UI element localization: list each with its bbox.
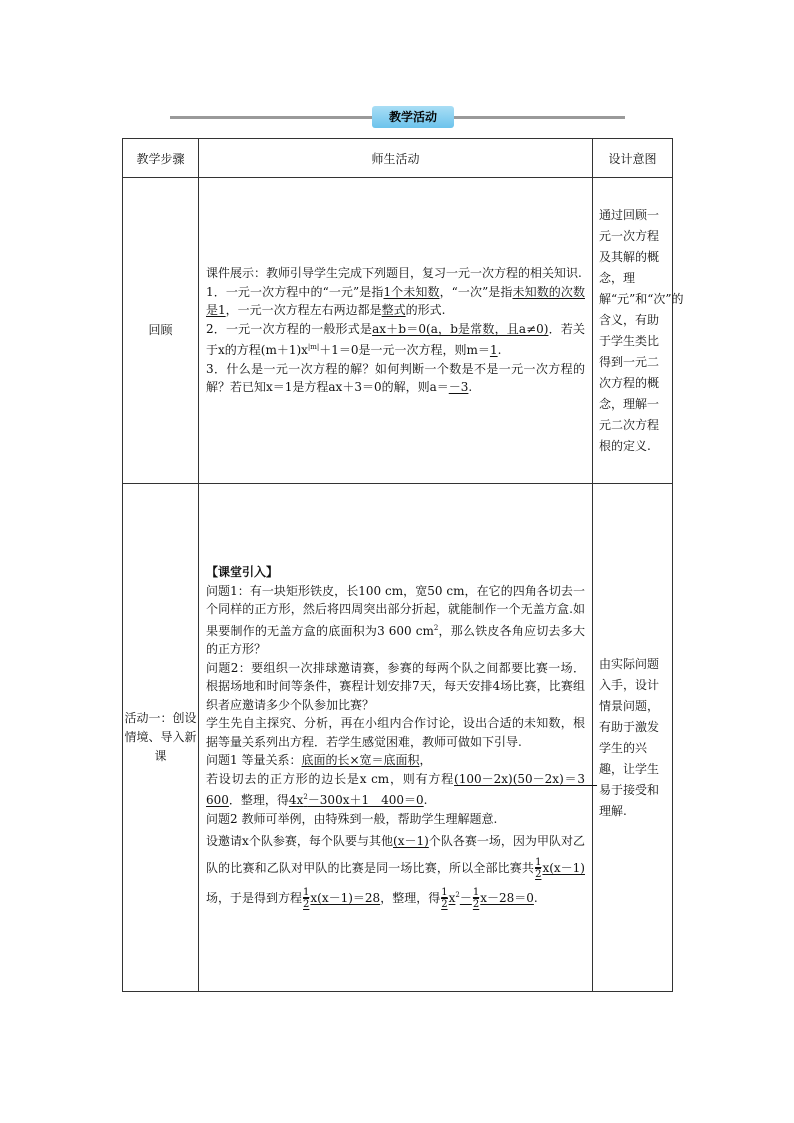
equation-1	[206, 770, 598, 810]
answer: 底面的长×宽＝底面积	[301, 753, 420, 767]
fraction	[535, 857, 541, 880]
text: 2．一元一次方程的一般形式是	[206, 321, 373, 336]
table-header-row	[123, 139, 673, 178]
answer: －3	[448, 380, 469, 395]
text: .	[468, 380, 473, 395]
text: －300x＋1 400＝0	[307, 793, 424, 807]
lesson-table	[122, 138, 684, 992]
text: ＋1＝0是一元一次方程，则m＝	[319, 343, 490, 358]
equation-2	[206, 828, 585, 912]
text: 4x	[288, 793, 304, 807]
denominator: 2	[441, 899, 448, 910]
answer: x	[448, 891, 456, 905]
text: 若设切去的正方形的边长是x cm，则有方程	[206, 771, 455, 786]
text: ，“一次”是指	[439, 284, 513, 299]
answer: 未知数的次数是1	[206, 284, 585, 318]
answer: x－28＝0	[480, 891, 534, 905]
text: 的形式.	[405, 303, 446, 318]
text: .	[497, 343, 502, 358]
purpose-intro: 由实际问题入手，设计情景问题，有助于激发学生的兴趣，让学生易于接受和理解.	[593, 484, 673, 992]
text: ，一元一次方程左右两边都是	[225, 303, 382, 318]
review-intro: 课件展示：教师引导学生完成下列题目，复习一元一次方程的相关知识.	[206, 266, 582, 281]
answer: (100－2x)(50－2x)＝3 600	[206, 771, 598, 807]
text: 要组织一次排球邀请赛，参赛的每两个队之间都要比赛一场．根据场地和时间等条件，赛程计划安排7天，每天安排4场比赛，比赛组织者应邀请多少个队参加比赛？	[206, 660, 585, 712]
answer: 整式	[381, 303, 406, 318]
header-purpose: 设计意图	[593, 139, 673, 178]
text: ．若关于x的方程(m＋1)x	[206, 321, 585, 358]
guidance: 学生先自主探究、分析，再在小组内合作讨论，设出合适的未知数，根据等量关系列出方程．若学生感觉困难，教师可做如下引导.	[206, 716, 585, 749]
activity-intro	[199, 484, 598, 992]
answer	[289, 793, 424, 807]
answer: －	[459, 891, 472, 905]
review-q2	[206, 320, 585, 360]
banner-tab: 教学活动	[372, 106, 454, 128]
fraction	[441, 887, 447, 910]
text: 有一块矩形铁皮，长100 cm，宽50 cm，在它的四角各切去一个同样的正方形，然后将四周突出部分折起，就能制作一个无盖方盒.如果要制作的无盖方盒的底面积为3 600 cm	[206, 583, 585, 638]
exponent: 2	[433, 623, 439, 632]
answer: x(x－1)	[542, 861, 585, 875]
review-q3	[206, 360, 585, 397]
analysis-1	[206, 751, 585, 770]
exponent: 2	[455, 891, 460, 899]
text: ，	[419, 753, 432, 767]
text: ，整理，得	[380, 891, 441, 905]
section-banner	[170, 106, 625, 130]
numerator: 1	[303, 887, 310, 898]
text: 场，于是得到方程	[206, 891, 303, 905]
text: ，那么铁皮各角应切去多大的正方形？	[206, 623, 585, 656]
fraction	[473, 887, 479, 910]
step-review: 回顾	[123, 178, 199, 484]
text: 3．什么是一元一次方程的解？如何判断一个数是不是一元一次方程的解？若已知x＝1是方程ax＋3＝0的解，则a＝	[206, 361, 585, 395]
answer: (x－1)	[393, 834, 429, 848]
text: ．整理，得	[228, 793, 289, 807]
problem-2	[206, 659, 585, 715]
text: 问题1 等量关系：	[206, 753, 302, 767]
section-heading: 【课堂引入】	[206, 565, 279, 579]
review-q1	[206, 283, 585, 320]
label: 问题2：	[206, 660, 252, 675]
header-activity: 师生活动	[199, 139, 593, 178]
analysis-2: 问题2 教师可举例，由特殊到一般，帮助学生理解题意.	[206, 811, 498, 826]
answer: 1	[489, 343, 498, 358]
numerator: 1	[441, 887, 448, 898]
denominator: 2	[303, 899, 310, 910]
step-activity-one: 活动一：创设情境、导入新课	[123, 484, 199, 992]
table-row	[123, 178, 673, 484]
fraction	[303, 887, 309, 910]
text: .	[423, 793, 428, 807]
purpose-review: 通过回顾一元一次方程及其解的概念，理解“元”和“次”的含义，有助于学生类比得到一元二次方程的概念，理解一元二次方程根的定义.	[593, 178, 673, 484]
activity-review	[199, 178, 593, 484]
header-step: 教学步骤	[123, 139, 199, 178]
text: .	[533, 891, 538, 905]
text: 1．一元一次方程中的“一元”是指	[206, 284, 384, 299]
problem-1	[206, 582, 585, 659]
text: 个队各赛一场，因为甲队对乙队的比赛和乙队对甲队的比赛是同一场比赛，所以全部比赛共	[206, 834, 585, 875]
label: 问题1：	[206, 583, 250, 598]
text: 设邀请x个队参赛，每个队要与其他	[206, 834, 394, 848]
numerator: 1	[472, 887, 480, 898]
denominator: 2	[535, 869, 542, 880]
exponent: |m|	[307, 343, 320, 352]
answer: 1个未知数	[383, 284, 440, 299]
denominator: 2	[472, 899, 480, 910]
numerator: 1	[535, 857, 542, 868]
table-row	[123, 484, 673, 992]
answer: ax＋b＝0(a，b是常数，且a≠0)	[372, 321, 549, 336]
exponent: 2	[303, 793, 308, 801]
answer: x(x－1)＝28	[310, 891, 381, 905]
